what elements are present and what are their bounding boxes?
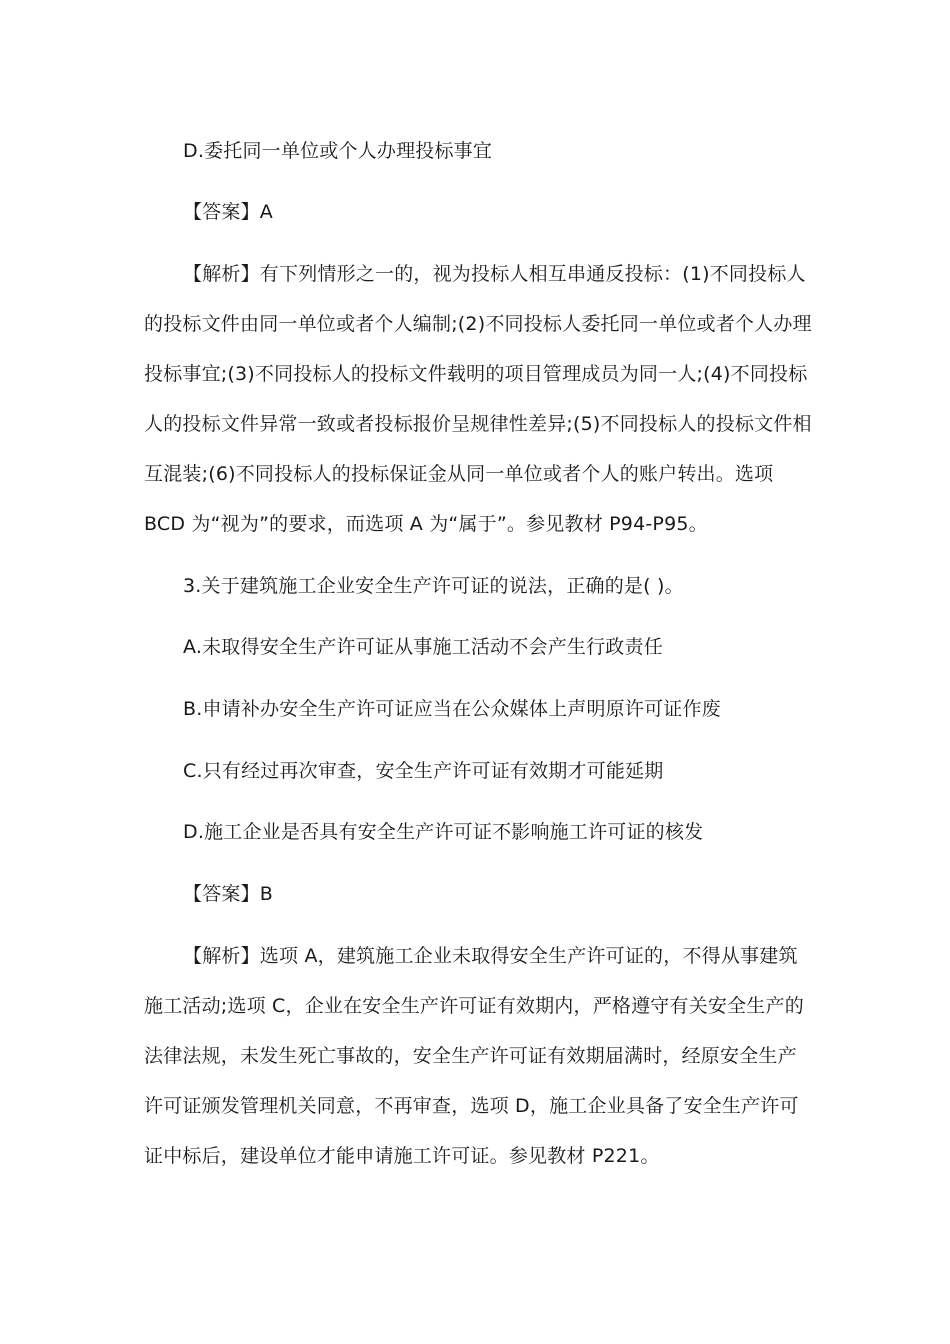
- analysis-line: BCD 为“视为”的要求，而选项 A 为“属于”。参见教材 P94-P95。: [144, 513, 708, 535]
- analysis-line: 施工活动;选项 C，企业在安全生产许可证有效期内，严格遵守有关安全生产的: [144, 995, 804, 1017]
- analysis-line: 【解析】选项 A，建筑施工企业未取得安全生产许可证的，不得从事建筑: [183, 945, 798, 967]
- q2-answer: 【答案】A: [183, 201, 273, 223]
- q2-option-d: D.委托同一单位或个人办理投标事宜: [183, 140, 493, 162]
- q3-option-c: C.只有经过再次审查，安全生产许可证有效期才可能延期: [183, 760, 664, 782]
- analysis-line: 证中标后，建设单位才能申请施工许可证。参见教材 P221。: [144, 1145, 660, 1167]
- analysis-line: 投标事宜;(3)不同投标人的投标文件载明的项目管理成员为同一人;(4)不同投标: [144, 363, 808, 385]
- q3-question: 3.关于建筑施工企业安全生产许可证的说法，正确的是( )。: [183, 575, 684, 597]
- analysis-line: 【解析】有下列情形之一的，视为投标人相互串通反投标：(1)不同投标人: [183, 263, 806, 285]
- q3-option-a: A.未取得安全生产许可证从事施工活动不会产生行政责任: [183, 636, 663, 658]
- analysis-line: 法律法规，未发生死亡事故的，安全生产许可证有效期届满时，经原安全生产: [144, 1045, 797, 1067]
- analysis-line: 的投标文件由同一单位或者个人编制;(2)不同投标人委托同一单位或者个人办理: [144, 313, 812, 335]
- analysis-line: 互混装;(6)不同投标人的投标保证金从同一单位或者个人的账户转出。选项: [144, 463, 774, 485]
- q3-option-d: D.施工企业是否具有安全生产许可证不影响施工许可证的核发: [183, 821, 704, 843]
- q3-option-b: B.申请补办安全生产许可证应当在公众媒体上声明原许可证作废: [183, 698, 721, 720]
- analysis-line: 许可证颁发管理机关同意，不再审查，选项 D，施工企业具备了安全生产许可: [144, 1095, 799, 1117]
- q3-answer: 【答案】B: [183, 883, 274, 905]
- analysis-line: 人的投标文件异常一致或者投标报价呈规律性差异;(5)不同投标人的投标文件相: [144, 413, 812, 435]
